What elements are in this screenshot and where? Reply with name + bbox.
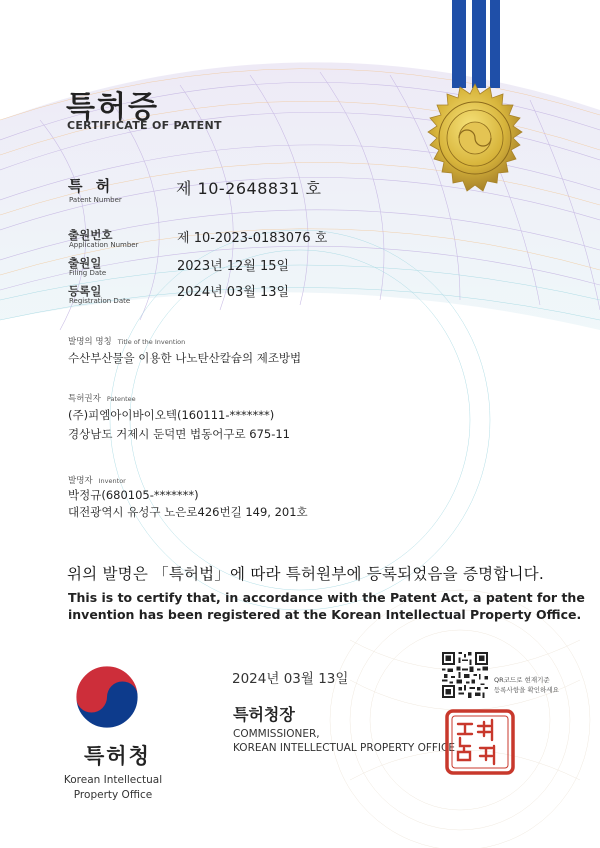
filing-date-label-english: Filing Date xyxy=(69,269,107,277)
qr-note-line2: 등록사항을 확인하세요 xyxy=(494,686,559,694)
kipo-taegeuk-logo-icon xyxy=(74,664,140,730)
ribbon-stripe xyxy=(472,0,486,88)
registration-date-value: 2024년 03월 13일 xyxy=(177,285,290,300)
ribbon-stripe xyxy=(452,0,466,88)
inventor-label-english: Inventor xyxy=(98,477,126,485)
filing-date-label: 출원일 xyxy=(68,256,102,270)
invention-title-value: 수산부산물을 이용한 나노탄산칼슘의 제조방법 xyxy=(68,351,302,365)
invention-title-label xyxy=(68,335,185,347)
application-number-label: 출원번호 xyxy=(68,228,113,242)
patent-number-label: 특 허 xyxy=(68,177,115,195)
issue-date: 2024년 03월 13일 xyxy=(232,671,349,687)
gold-seal-icon xyxy=(414,82,536,204)
patentee-name: (주)피엠아이바이오텍(160111-*******) xyxy=(68,408,275,422)
patentee-label-ko: 특허권자 xyxy=(68,394,101,404)
official-red-stamp-icon xyxy=(444,708,516,776)
inventor-address: 대전광역시 유성구 노은로426번길 149, 201호 xyxy=(68,505,308,519)
filing-date-value: 2023년 12월 15일 xyxy=(177,259,290,274)
patentee-label-english: Patentee xyxy=(106,395,136,403)
certification-statement-ko: 위의 발명은 「특허법」에 따라 특허원부에 등록되었음을 증명합니다. xyxy=(67,565,544,583)
certificate-title: 특허증 xyxy=(66,90,159,125)
office-name-ko: 특허청 xyxy=(84,744,151,768)
application-number-label-english: Application Number xyxy=(69,241,139,249)
application-number-value: 제 10-2023-0183076 호 xyxy=(177,231,328,246)
invention-title-label-ko: 발명의 명칭 xyxy=(68,337,112,347)
certificate-title-english: CERTIFICATE OF PATENT xyxy=(67,119,222,132)
ribbon-stripe xyxy=(490,0,500,88)
patentee-address: 경상남도 거제시 둔덕면 법동어구로 675-11 xyxy=(68,427,290,441)
patent-number-value: 제 10-2648831 호 xyxy=(176,179,322,198)
inventor-label xyxy=(68,474,126,486)
office-name-en-line1: Korean Intellectual xyxy=(63,774,163,786)
registration-date-label: 등록일 xyxy=(68,284,102,298)
commissioner-title-en-line2: KOREAN INTELLECTUAL PROPERTY OFFICE xyxy=(233,742,455,754)
invention-title-label-english: Title of the Invention xyxy=(117,338,186,346)
certification-statement-en-line2: invention has been registered at the Korean Intellectual Property Office. xyxy=(68,607,582,622)
commissioner-title-en-line1: COMMISSIONER, xyxy=(233,728,320,740)
office-name-en-line2: Property Office xyxy=(73,789,153,801)
commissioner-title-ko: 특허청장 xyxy=(233,705,295,724)
patent-number-label-english: Patent Number xyxy=(69,196,122,204)
qr-note-line1: QR코드로 현재기준 xyxy=(494,676,550,684)
certification-statement-en-line1: This is to certify that, in accordance with the Patent Act, a patent for the xyxy=(68,590,585,605)
patentee-label xyxy=(68,392,136,404)
inventor-name: 박정규(680105-*******) xyxy=(68,488,199,502)
inventor-label-ko: 발명자 xyxy=(68,476,93,486)
qr-code-icon[interactable] xyxy=(442,652,488,698)
registration-date-label-english: Registration Date xyxy=(69,297,131,305)
